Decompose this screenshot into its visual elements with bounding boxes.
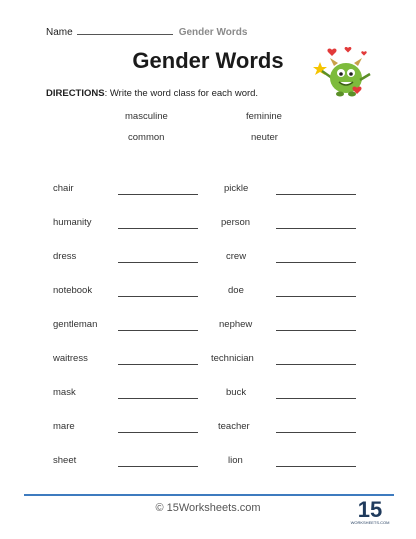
right-word: buck bbox=[226, 387, 247, 398]
left-answer-line[interactable] bbox=[118, 262, 198, 263]
left-word: mare bbox=[53, 421, 75, 432]
right-answer-line[interactable] bbox=[276, 466, 356, 467]
right-word: lion bbox=[228, 455, 243, 466]
right-answer-line[interactable] bbox=[276, 262, 356, 263]
left-answer-line[interactable] bbox=[118, 194, 198, 195]
left-word: gentleman bbox=[53, 319, 98, 330]
right-word: teacher bbox=[218, 421, 250, 432]
left-word: dress bbox=[53, 251, 77, 262]
left-answer-line[interactable] bbox=[118, 228, 198, 229]
logo-number: 15 bbox=[357, 497, 383, 522]
left-word: waitress bbox=[53, 353, 88, 364]
left-answer-line[interactable] bbox=[118, 466, 198, 467]
right-answer-line[interactable] bbox=[276, 432, 356, 433]
directions-text: : Write the word class for each word. bbox=[104, 88, 259, 99]
left-answer-line[interactable] bbox=[118, 296, 198, 297]
right-word: technician bbox=[211, 353, 254, 364]
worksheets-logo-icon bbox=[350, 496, 390, 526]
word-class-neuter: neuter bbox=[251, 132, 278, 143]
right-answer-line[interactable] bbox=[276, 330, 356, 331]
word-class-common: common bbox=[128, 132, 165, 143]
page-title: Gender Words bbox=[132, 48, 284, 73]
left-word: notebook bbox=[53, 285, 93, 296]
right-word: crew bbox=[226, 251, 247, 262]
directions-label: DIRECTIONS bbox=[46, 88, 105, 99]
left-answer-line[interactable] bbox=[118, 432, 198, 433]
footer-divider bbox=[24, 494, 394, 496]
heart-icon bbox=[327, 49, 336, 56]
right-answer-line[interactable] bbox=[276, 398, 356, 399]
right-answer-line[interactable] bbox=[276, 228, 356, 229]
left-word: chair bbox=[53, 183, 74, 194]
word-class-masculine: masculine bbox=[125, 111, 168, 122]
left-word: humanity bbox=[53, 217, 92, 228]
right-word: pickle bbox=[224, 183, 249, 194]
name-label: Name bbox=[46, 27, 73, 38]
directions bbox=[46, 88, 258, 99]
right-answer-line[interactable] bbox=[276, 364, 356, 365]
footer-copyright[interactable]: © 15Worksheets.com bbox=[155, 502, 261, 514]
left-answer-line[interactable] bbox=[118, 398, 198, 399]
left-answer-line[interactable] bbox=[118, 330, 198, 331]
right-word: person bbox=[221, 217, 251, 228]
right-word: nephew bbox=[219, 319, 253, 330]
logo-text: WORKSHEETS.COM bbox=[350, 520, 390, 525]
monster-illustration bbox=[312, 44, 380, 100]
name-blank-line[interactable] bbox=[77, 25, 173, 35]
worksheet-subtitle: Gender Words bbox=[178, 27, 248, 38]
right-answer-line[interactable] bbox=[276, 296, 356, 297]
right-word: doe bbox=[228, 285, 244, 296]
left-word: sheet bbox=[53, 455, 77, 466]
left-answer-line[interactable] bbox=[118, 364, 198, 365]
word-class-feminine: feminine bbox=[246, 111, 282, 122]
left-word: mask bbox=[53, 387, 76, 398]
name-row bbox=[46, 25, 247, 38]
right-answer-line[interactable] bbox=[276, 194, 356, 195]
